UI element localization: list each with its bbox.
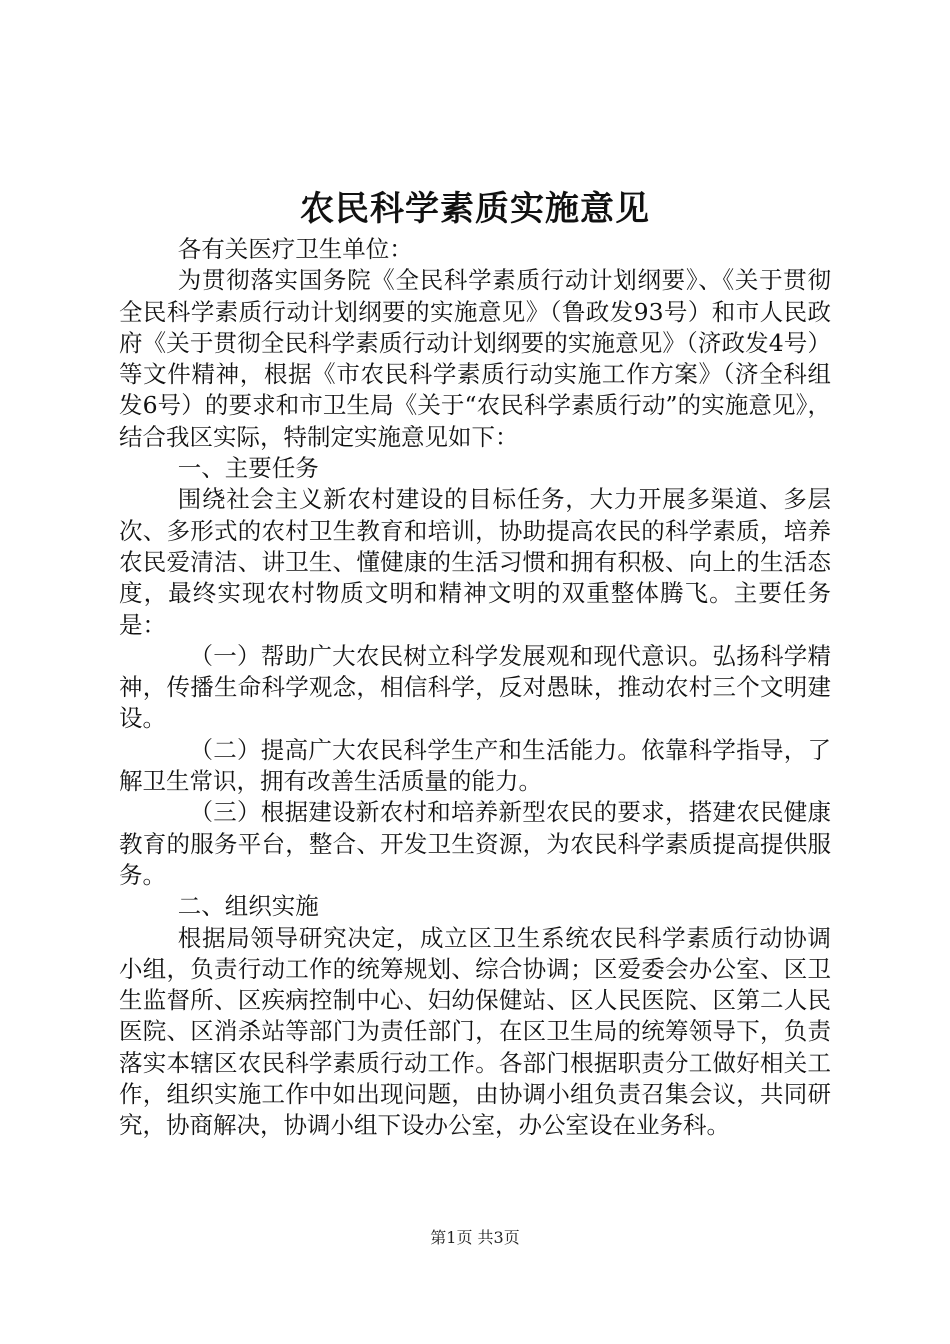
paragraph-organization: 根据局领导研究决定，成立区卫生系统农民科学素质行动协调小组，负责行动工作的统筹规划、综合协调；区爱委会办公室、区卫生监督所、区疾病控制中心、妇幼保健站、区人民医院、区第二人民医院、区消杀站等部门为责任部门，在区卫生局的统筹领导下，负责落实本辖区农民科学素质行动工作。各部门根据职责分工做好相关工作，组织实施工作中如出现问题，由协调小组负责召集会议，共同研究，协商解决，协调小组下设办公室，办公室设在业务科。 <box>119 923 831 1140</box>
paragraph-main-tasks: 围绕社会主义新农村建设的目标任务，大力开展多渠道、多层次、多形式的农村卫生教育和培训，协助提高农民的科学素质，培养农民爱清洁、讲卫生、懂健康的生活习惯和拥有积极、向上的生活态度，最终实现农村物质文明和精神文明的双重整体腾飞。主要任务是： <box>119 485 831 639</box>
section-heading-main-tasks: 一、主要任务 <box>177 454 319 483</box>
document-title: 农民科学素质实施意见 <box>300 189 650 229</box>
paragraph-intro: 为贯彻落实国务院《全民科学素质行动计划纲要》、《关于贯彻全民科学素质行动计划纲要的实施意见》（鲁政发93号）和市人民政府《关于贯彻全民科学素质行动计划纲要的实施意见》（济政发4号）等文件精神，根据《市农民科学素质行动实施工作方案》（济全科组发6号）的要求和市卫生局《关于“农民科学素质行动”的实施意见》，结合我区实际，特制定实施意见如下： <box>119 266 831 451</box>
document-body <box>119 234 831 1142</box>
paragraph-task-3: （三）根据建设新农村和培养新型农民的要求，搭建农民健康教育的服务平台，整合、开发卫生资源，为农民科学素质提高提供服务。 <box>119 798 831 889</box>
paragraph-task-1: （一）帮助广大农民树立科学发展观和现代意识。弘扬科学精神，传播生命科学观念，相信科学，反对愚昧，推动农村三个文明建设。 <box>119 641 831 733</box>
paragraph-task-2: （二）提高广大农民科学生产和生活能力。依靠科学指导，了解卫生常识，拥有改善生活质量的能力。 <box>119 735 831 796</box>
page-footer: 第1页 共3页 <box>430 1228 520 1247</box>
salutation: 各有关医疗卫生单位： <box>177 235 413 263</box>
section-heading-organization: 二、组织实施 <box>177 892 319 921</box>
